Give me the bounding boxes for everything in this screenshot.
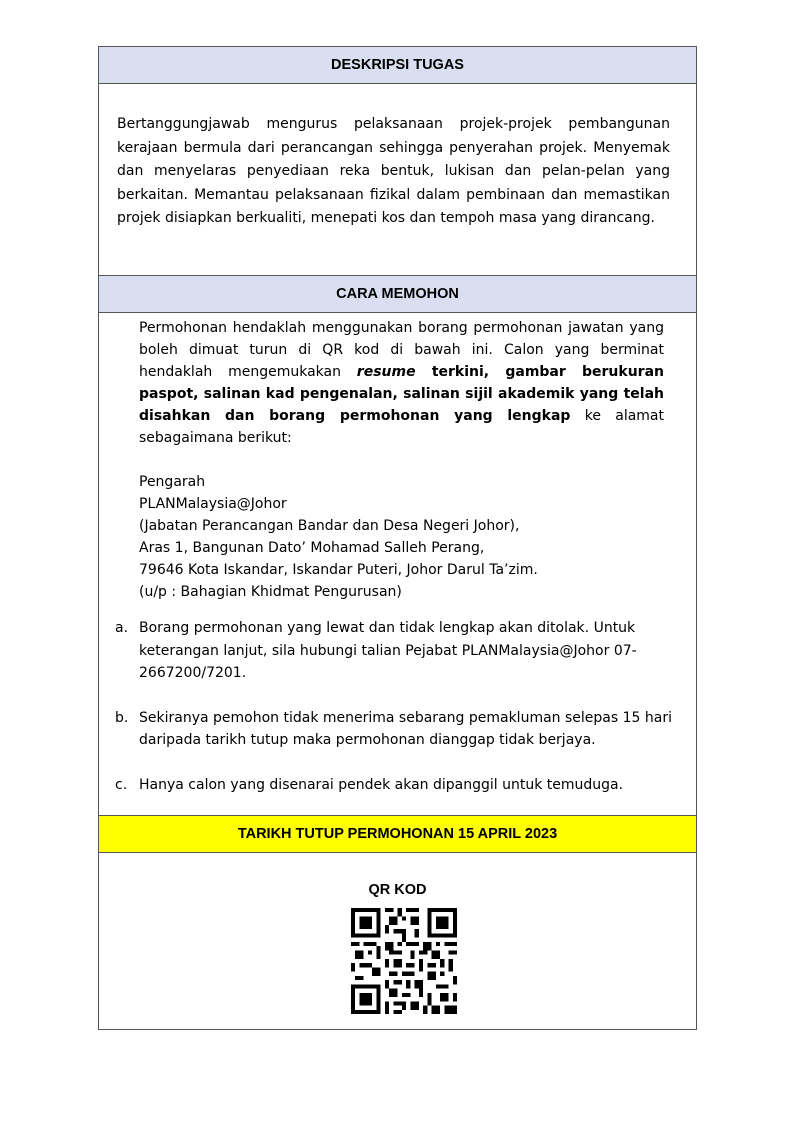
notes-list	[115, 617, 675, 818]
address-line: 79646 Kota Iskandar, Iskandar Puteri, Johor Darul Ta’zim.	[139, 562, 538, 578]
job-info-table	[98, 46, 697, 1030]
qr-code-icon[interactable]	[351, 908, 457, 1014]
list-item	[115, 707, 675, 752]
apply-title: CARA MEMOHON	[336, 286, 459, 302]
list-item	[115, 617, 675, 685]
address-line: Pengarah	[139, 474, 206, 490]
address-line: (Jabatan Perancangan Bandar dan Desa Negeri Johor),	[139, 518, 520, 534]
qr-title: QR KOD	[368, 882, 427, 898]
closing-date: TARIKH TUTUP PERMOHONAN 15 APRIL 2023	[237, 826, 558, 842]
list-text: Borang permohonan yang lewat dan tidak lengkap akan ditolak. Untuk keterangan lanjut, sila hubungi talian Pejabat PLANMalaysia@Johor 07-2667200/7201.	[139, 620, 637, 681]
description-header	[99, 46, 696, 84]
apply-text: Permohonan hendaklah menggunakan borang permohonan jawatan yang boleh dimuat turun di QR kod di bawah ini. Calon yang berminat hendaklah mengemukakan	[139, 320, 664, 380]
list-marker: b.	[115, 709, 129, 726]
address-line: PLANMalaysia@Johor	[139, 496, 287, 512]
apply-header	[99, 275, 696, 313]
apply-required-docs: terkini, gambar berukuran paspot, salinan kad pengenalan, salinan sijil akademik yang telah disahkan dan borang permohonan yang lengkap	[139, 364, 664, 424]
list-item	[115, 774, 675, 797]
description-title: DESKRIPSI TUGAS	[331, 57, 464, 73]
apply-text-end: ke alamat sebagaimana berikut:	[139, 408, 664, 446]
description-text: Bertanggungjawab mengurus pelaksanaan projek-projek pembangunan kerajaan bermula dari perancangan sehingga penyerahan projek. Menyemak dan menyelaras penyediaan reka bentuk, lukisan dan pelan-pelan yang berkaitan. Memantau pelaksanaan fizikal dalam pembinaan dan memastikan projek disiapkan berkualiti, menepati kos dan tempoh masa yang dirancang.	[117, 116, 670, 226]
address-block	[139, 471, 664, 603]
apply-paragraph	[139, 317, 664, 449]
list-marker: c.	[115, 776, 128, 793]
list-marker: a.	[115, 620, 129, 636]
address-line: (u/p : Bahagian Khidmat Pengurusan)	[139, 584, 402, 600]
list-text: Sekiranya pemohon tidak menerima sebarang pemakluman selepas 15 hari daripada tarikh tutup maka permohonan dianggap tidak berjaya.	[139, 709, 672, 748]
apply-resume: resume	[356, 364, 416, 380]
closing-date-header	[99, 815, 696, 853]
apply-instructions	[139, 317, 664, 603]
address-line: Aras 1, Bangunan Dato’ Mohamad Salleh Perang,	[139, 540, 485, 556]
list-text: Hanya calon yang disenarai pendek akan dipanggil untuk temuduga.	[139, 776, 624, 793]
